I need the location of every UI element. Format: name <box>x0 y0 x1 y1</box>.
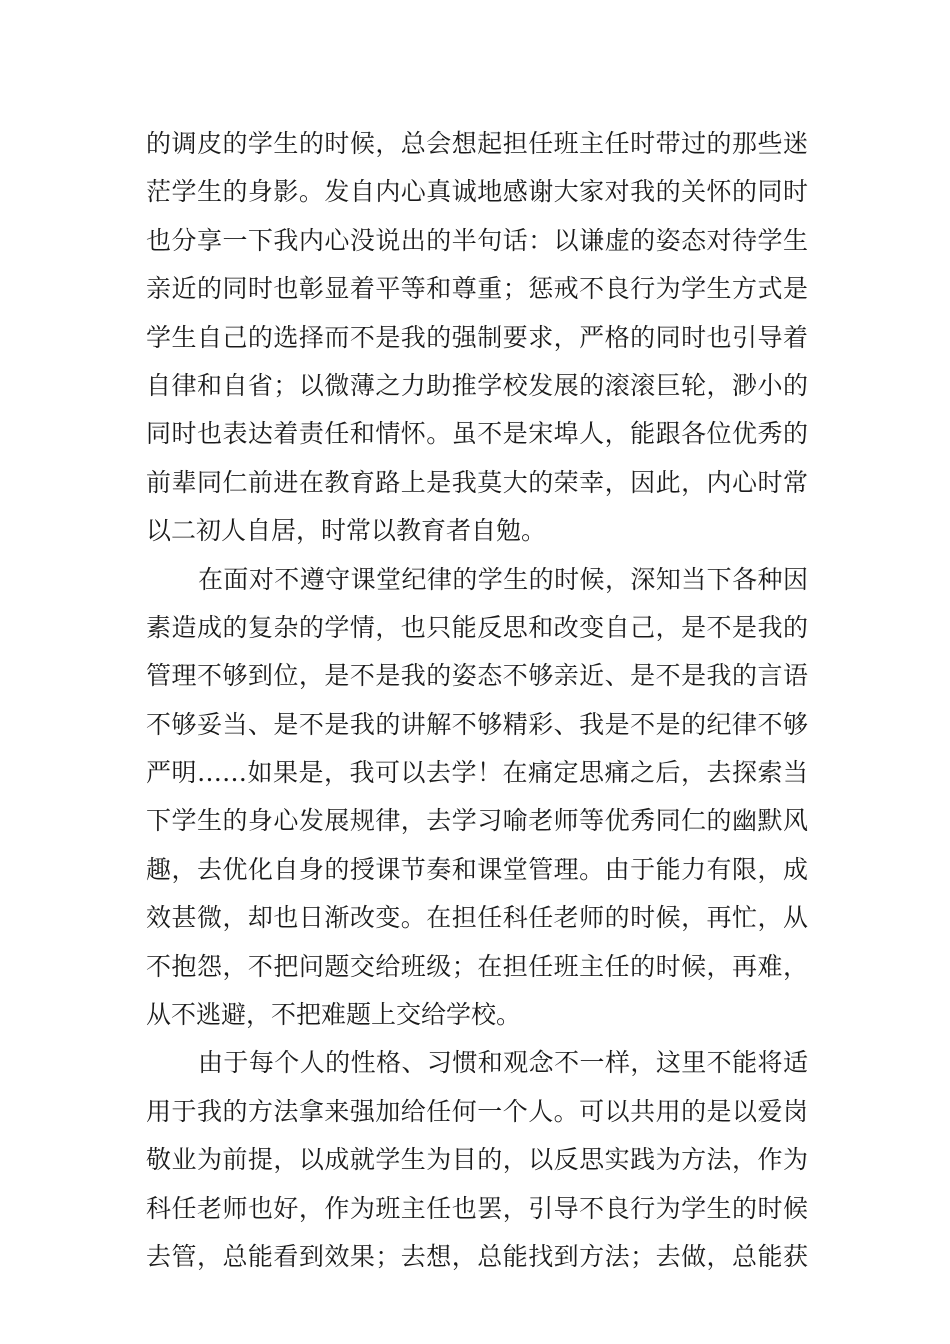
text-line: 以二初人自居，时常以教育者自勉。 <box>146 516 547 546</box>
paragraph-3 <box>146 1039 808 1281</box>
text-line: 效甚微，却也日渐改变。在担任科任老师的时候，再忙，从 <box>146 903 808 933</box>
text-line: 素造成的复杂的学情，也只能反思和改变自己，是不是我的 <box>146 612 808 642</box>
text-line: 自律和自省；以微薄之力助推学校发展的滚滚巨轮，渺小的 <box>146 370 808 400</box>
text-line: 去管，总能看到效果；去想，总能找到方法；去做，总能获 <box>146 1241 808 1271</box>
paragraph-1 <box>146 120 808 556</box>
text-line: 严明……如果是，我可以去学！在痛定思痛之后，去探索当 <box>146 758 808 788</box>
text-line: 也分享一下我内心没说出的半句话：以谦虚的姿态对待学生 <box>146 225 808 255</box>
text-line: 由于每个人的性格、习惯和观念不一样，这里不能将适 <box>198 1048 808 1078</box>
text-line: 茫学生的身影。发自内心真诚地感谢大家对我的关怀的同时 <box>146 177 808 207</box>
text-line: 下学生的身心发展规律，去学习喻老师等优秀同仁的幽默风 <box>146 806 808 836</box>
paragraph-2 <box>146 556 808 1040</box>
document-body <box>146 120 808 1281</box>
text-line: 敬业为前提，以成就学生为目的，以反思实践为方法，作为 <box>146 1145 808 1175</box>
text-line: 同时也表达着责任和情怀。虽不是宋埠人，能跟各位优秀的 <box>146 419 808 449</box>
text-line: 亲近的同时也彰显着平等和尊重；惩戒不良行为学生方式是 <box>146 274 808 304</box>
text-line: 科任老师也好，作为班主任也罢，引导不良行为学生的时候 <box>146 1193 808 1223</box>
text-line: 不够妥当、是不是我的讲解不够精彩、我是不是的纪律不够 <box>146 709 808 739</box>
text-line: 在面对不遵守课堂纪律的学生的时候，深知当下各种因 <box>198 564 808 594</box>
text-line: 管理不够到位，是不是我的姿态不够亲近、是不是我的言语 <box>146 661 808 691</box>
text-line: 前辈同仁前进在教育路上是我莫大的荣幸，因此，内心时常 <box>146 467 808 497</box>
text-line: 从不逃避，不把难题上交给学校。 <box>146 1000 522 1030</box>
text-line: 趣，去优化自身的授课节奏和课堂管理。由于能力有限，成 <box>146 854 808 884</box>
text-line: 用于我的方法拿来强加给任何一个人。可以共用的是以爱岗 <box>146 1096 808 1126</box>
text-line: 的调皮的学生的时候，总会想起担任班主任时带过的那些迷 <box>146 129 808 158</box>
text-line: 不抱怨，不把问题交给班级；在担任班主任的时候，再难， <box>146 951 808 981</box>
text-line: 学生自己的选择而不是我的强制要求，严格的同时也引导着 <box>146 322 808 352</box>
